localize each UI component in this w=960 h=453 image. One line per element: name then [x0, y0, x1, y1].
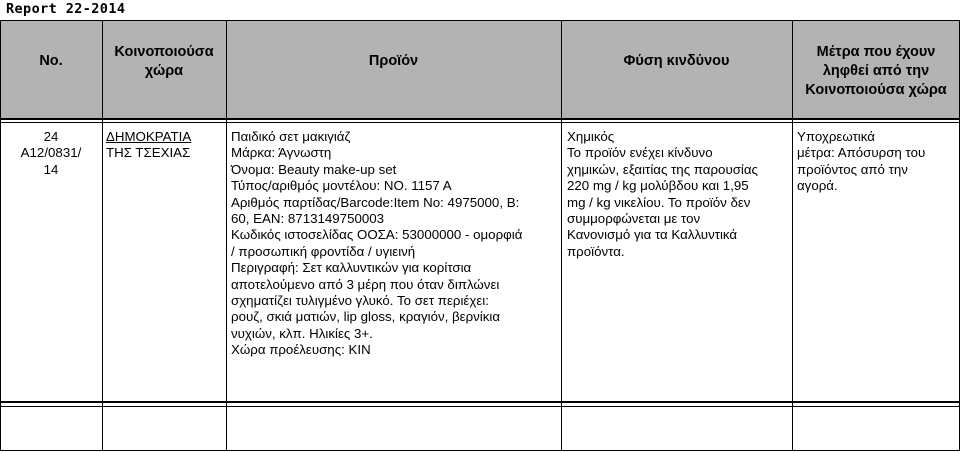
cell-no-line: 14 [43, 161, 59, 177]
hazard-line: προϊόντα. [567, 243, 625, 259]
cell-no-line: 24 [43, 129, 59, 144]
measures-line: αγορά. [797, 178, 838, 194]
product-line: ρουζ, σκιά ματιών, lip gloss, κραγιόν, βερνίκια [231, 309, 501, 325]
grid-line-top [0, 20, 960, 21]
grid-line-row-separator [0, 122, 960, 123]
grid-line-row-bottom [0, 401, 960, 403]
product-line: Παιδικό σετ μακιγιάζ [231, 129, 351, 144]
cell-country [106, 129, 224, 162]
hazard-line: χημικών, εξαιτίας της παρουσίας [567, 161, 758, 177]
hazard-line: Χημικός [567, 129, 615, 144]
product-line: Χώρα προέλευσης: ΚΙΝ [231, 342, 371, 358]
cell-country-line: ΤΗΣ ΤΣΕΧΙΑΣ [106, 145, 191, 161]
header-country [102, 43, 226, 81]
grid-line-row-bottom-inner [0, 406, 960, 407]
header-measures-line: ληφθεί από την [822, 63, 930, 79]
grid-line-col-1 [102, 20, 103, 451]
product-line: Κωδικός ιστοσελίδας ΟΟΣΑ: 53000000 - ομορφιά [231, 227, 523, 243]
grid-line-col-4 [792, 20, 793, 451]
header-no: No. [39, 53, 63, 69]
hazard-line: συμμορφώνεται με τον [567, 211, 701, 227]
header-measures-line: Μέτρα που έχουν [816, 44, 936, 60]
product-line: Τύπος/αριθμός μοντέλου: ΝΟ. 1157 Α [231, 178, 452, 194]
report-title: Report 22-2014 [6, 1, 126, 17]
header-measures [792, 43, 960, 100]
cell-product [231, 129, 559, 359]
cell-hazard [567, 129, 789, 260]
cell-no [0, 129, 102, 178]
hazard-line: 220 mg / kg μολύβδου και 1,95 [567, 178, 749, 194]
header-measures-line: Κοινοποιούσα χώρα [805, 82, 947, 98]
product-line: νυχιών, κλπ. Ηλικίες 3+. [231, 325, 373, 341]
grid-line-col-2 [226, 20, 227, 451]
grid-line-col-3 [561, 20, 562, 451]
product-line: Περιγραφή: Σετ καλλυντικών για κορίτσια [231, 260, 472, 276]
hazard-line: mg / kg νικελίου. Το προϊόν δεν [567, 194, 751, 210]
grid-line-header-bottom [0, 118, 960, 120]
hazard-line: Το προϊόν ενέχει κίνδυνο [567, 145, 713, 161]
cell-no-line: A12/0831/ [20, 145, 82, 161]
cell-measures [797, 129, 957, 195]
product-line: Όνομα: Beauty make-up set [231, 161, 397, 177]
header-hazard: Φύση κινδύνου [623, 53, 730, 69]
header-country-line: χώρα [144, 63, 184, 79]
product-line: Μάρκα: Άγνωστη [231, 145, 332, 161]
measures-line: μέτρα: Απόσυρση του [797, 145, 926, 161]
header-product: Προϊόν [368, 53, 419, 69]
header-country-line: Κοινοποιούσα [114, 44, 214, 60]
cell-country-line: ΔΗΜΟΚΡΑΤΙΑ [106, 129, 192, 144]
hazard-line: Κανονισμό για τα Καλλυντικά [567, 227, 738, 243]
grid-line-col-left [0, 20, 1, 451]
product-line: σχηματίζει τυλιγμένο γλυκό. Το σετ περιέχει: [231, 293, 489, 309]
product-line: Αριθμός παρτίδας/Barcode:Item No: 4975000, B: [231, 194, 520, 210]
product-line: 60, EAN: 8713149750003 [231, 211, 385, 227]
product-line: αποτελούμενο από 3 μέρη που όταν διπλώνει [231, 276, 500, 292]
measures-line: Υποχρεωτικά [797, 129, 875, 144]
grid-line-bottom [0, 450, 960, 451]
product-line: / προσωπική φροντίδα / υγιεινή [231, 243, 416, 259]
measures-line: προϊόντος από την [797, 161, 908, 177]
